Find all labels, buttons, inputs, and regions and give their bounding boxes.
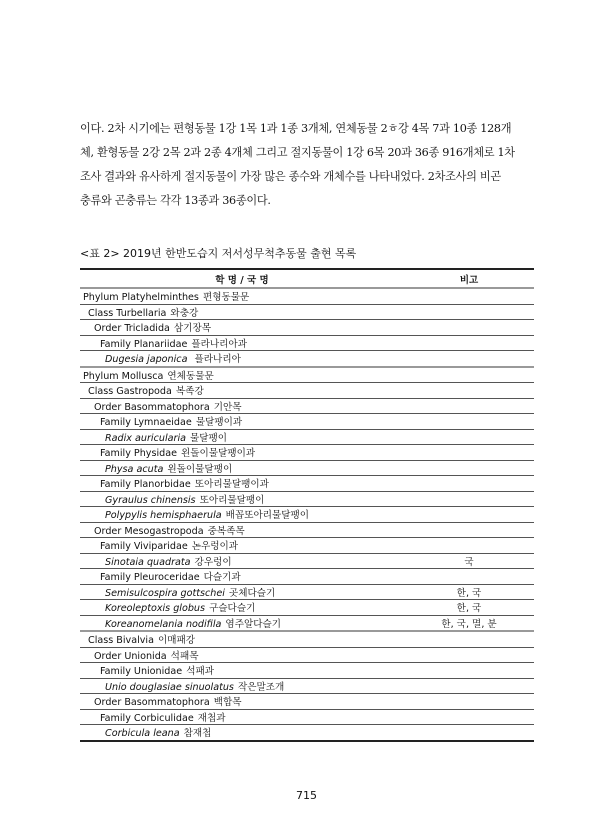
note-cell <box>404 538 534 554</box>
scientific-name: Order Basommatophora <box>94 697 210 709</box>
korean-name: 기안목 <box>213 401 242 413</box>
note-cell <box>404 398 534 414</box>
scientific-name: Koreoleptoxis globus <box>105 603 206 615</box>
scientific-name: Semisulcospira gottschei <box>105 587 225 599</box>
taxon-cell <box>80 476 404 492</box>
table-row <box>80 709 534 725</box>
taxon-cell <box>80 367 404 383</box>
korean-name: 와충강 <box>170 307 199 319</box>
taxon-cell <box>80 507 404 523</box>
korean-name: 왼돌이물달팽이 <box>167 463 233 475</box>
note-cell <box>404 351 534 367</box>
korean-name: 참재첩 <box>183 728 212 740</box>
scientific-name: Radix auricularia <box>105 432 186 444</box>
table-header-row <box>80 269 534 288</box>
scientific-name: Class Gastropoda <box>88 386 172 398</box>
note-cell <box>404 507 534 523</box>
table-row <box>80 304 534 320</box>
taxon-cell <box>80 351 404 367</box>
korean-name: 다슬기과 <box>203 572 241 584</box>
note-cell <box>404 476 534 492</box>
taxon-cell <box>80 600 404 616</box>
table-row <box>80 445 534 461</box>
header-name: 학 명 / 국 명 <box>80 269 404 288</box>
paragraph-line: 체, 환형동물 2강 2목 2과 2종 4개체 그리고 절지동물이 1강 6목 20과 36종 916개체로 1차 <box>80 146 515 159</box>
taxon-cell <box>80 663 404 679</box>
scientific-name: Order Tricladida <box>94 323 170 335</box>
scientific-name: Sinotaia quadrata <box>105 556 191 568</box>
table-row <box>80 351 534 367</box>
scientific-name: Dugesia japonica <box>105 354 188 366</box>
table-row <box>80 335 534 351</box>
scientific-name: Polypylis hemisphaerula <box>105 510 222 522</box>
table-row <box>80 615 534 631</box>
scientific-name: Family Pleuroceridae <box>100 572 200 584</box>
note-cell: 한, 국 <box>404 584 534 600</box>
taxon-cell <box>80 429 404 445</box>
table-row <box>80 553 534 569</box>
note-cell: 한, 국, 멸, 분 <box>404 615 534 631</box>
scientific-name: Class Turbellaria <box>88 307 167 319</box>
scientific-name: Unio douglasiae sinuolatus <box>105 681 234 693</box>
korean-name: 염주알다슬기 <box>225 618 282 630</box>
note-cell <box>404 288 534 304</box>
korean-name: 석패목 <box>170 650 199 662</box>
korean-name: 연체동물문 <box>167 370 214 382</box>
scientific-name: Corbicula leana <box>105 728 180 740</box>
taxon-cell <box>80 647 404 663</box>
table-row <box>80 367 534 383</box>
paragraph-line: 조사 결과와 유사하게 절지동물이 가장 많은 종수와 개체수를 나타내었다. 2차조사의 비곤 <box>80 170 501 183</box>
korean-name: 플라나리아과 <box>191 338 247 350</box>
korean-name: 이매패강 <box>157 635 196 647</box>
taxon-cell <box>80 615 404 631</box>
body-paragraph <box>80 117 540 213</box>
paragraph-line: 이다. 2차 시기에는 편형동물 1강 1목 1과 1종 3개체, 연체동물 2ㅎ강 4목 7과 10종 128개 <box>80 122 512 135</box>
note-cell <box>404 383 534 399</box>
note-cell <box>404 367 534 383</box>
table-row <box>80 725 534 741</box>
scientific-name: Order Mesogastropoda <box>94 525 204 537</box>
table-row <box>80 507 534 523</box>
scientific-name: Family Planariidae <box>100 338 188 350</box>
table-row <box>80 584 534 600</box>
korean-name: 재첩과 <box>197 712 226 724</box>
note-cell: 한, 국 <box>404 600 534 616</box>
table-row <box>80 647 534 663</box>
scientific-name: Family Unionidae <box>100 666 183 678</box>
note-cell <box>404 429 534 445</box>
note-cell <box>404 725 534 741</box>
note-cell <box>404 414 534 430</box>
taxon-cell <box>80 709 404 725</box>
table-row <box>80 663 534 679</box>
taxon-cell <box>80 553 404 569</box>
table-row <box>80 694 534 710</box>
korean-name: 왼돌이물달팽이과 <box>181 448 256 460</box>
taxon-cell <box>80 288 404 304</box>
korean-name: 강우렁이 <box>194 556 232 568</box>
note-cell: 국 <box>404 553 534 569</box>
table-row <box>80 476 534 492</box>
table-row <box>80 460 534 476</box>
table-caption: <표 2> 2019년 한반도습지 저서성무척추동물 출현 목록 <box>80 247 357 260</box>
taxon-cell <box>80 383 404 399</box>
note-cell <box>404 694 534 710</box>
paragraph-line: 충류와 곤충류는 각각 13종과 36종이다. <box>80 194 271 207</box>
korean-name: 작은말조개 <box>237 681 285 693</box>
korean-name: 구슬다슬기 <box>209 603 256 615</box>
table-row <box>80 288 534 304</box>
note-cell <box>404 569 534 585</box>
note-cell <box>404 335 534 351</box>
table-row <box>80 569 534 585</box>
note-cell <box>404 491 534 507</box>
scientific-name: Family Lymnaeidae <box>100 417 192 429</box>
taxon-cell <box>80 522 404 538</box>
page-number: 715 <box>296 789 317 802</box>
table-row <box>80 414 534 430</box>
taxon-cell <box>80 304 404 320</box>
scientific-name: Order Basommatophora <box>94 401 210 413</box>
table-row <box>80 491 534 507</box>
korean-name: 곳체다슬기 <box>228 587 276 599</box>
taxon-cell <box>80 460 404 476</box>
scientific-name: Gyraulus chinensis <box>105 494 196 506</box>
taxon-cell <box>80 584 404 600</box>
note-cell <box>404 320 534 336</box>
taxon-cell <box>80 445 404 461</box>
taxon-cell <box>80 320 404 336</box>
scientific-name: Physa acuta <box>105 463 164 475</box>
table-row <box>80 429 534 445</box>
korean-name: 삼기장목 <box>173 323 211 335</box>
table-row <box>80 538 534 554</box>
taxon-cell <box>80 569 404 585</box>
scientific-name: Family Corbiculidae <box>100 712 194 724</box>
species-table <box>80 268 534 742</box>
scientific-name: Family Viviparidae <box>100 541 188 553</box>
taxon-cell <box>80 678 404 694</box>
note-cell <box>404 709 534 725</box>
table-row <box>80 600 534 616</box>
scientific-name: Phylum Platyhelminthes <box>83 292 199 304</box>
note-cell <box>404 304 534 320</box>
table-row <box>80 522 534 538</box>
scientific-name: Family Planorbidae <box>100 479 191 491</box>
table-row <box>80 631 534 647</box>
note-cell <box>404 522 534 538</box>
note-cell <box>404 678 534 694</box>
taxon-cell <box>80 335 404 351</box>
korean-name: 논우렁이과 <box>191 541 239 553</box>
note-cell <box>404 631 534 647</box>
scientific-name: Class Bivalvia <box>88 635 154 647</box>
note-cell <box>404 663 534 679</box>
scientific-name: Phylum Mollusca <box>83 370 164 382</box>
scientific-name: Order Unionida <box>94 650 167 662</box>
korean-name: 또아리물달팽이과 <box>194 479 269 491</box>
taxon-cell <box>80 538 404 554</box>
taxon-cell <box>80 491 404 507</box>
table-row <box>80 398 534 414</box>
taxon-cell <box>80 631 404 647</box>
korean-name: 배꼽또아리물달팽이 <box>225 510 310 522</box>
taxon-cell <box>80 414 404 430</box>
note-cell <box>404 445 534 461</box>
korean-name: 물달팽이 <box>190 432 228 444</box>
korean-name: 물달팽이과 <box>195 417 243 429</box>
korean-name: 석패과 <box>186 666 214 678</box>
korean-name: 백합목 <box>213 697 242 709</box>
header-note: 비고 <box>404 269 534 288</box>
taxon-cell <box>80 694 404 710</box>
note-cell <box>404 460 534 476</box>
korean-name: 복족강 <box>175 386 204 398</box>
taxon-cell <box>80 725 404 741</box>
korean-name: 중복족목 <box>207 525 245 537</box>
korean-name: 편형동물문 <box>202 292 250 304</box>
table-row <box>80 320 534 336</box>
scientific-name: Koreanomelania nodifila <box>105 618 222 630</box>
korean-name: 플라나리아 <box>191 354 241 366</box>
table-row <box>80 383 534 399</box>
note-cell <box>404 647 534 663</box>
scientific-name: Family Physidae <box>100 448 177 460</box>
taxon-cell <box>80 398 404 414</box>
table-row <box>80 678 534 694</box>
korean-name: 또아리물달팽이 <box>199 494 265 506</box>
